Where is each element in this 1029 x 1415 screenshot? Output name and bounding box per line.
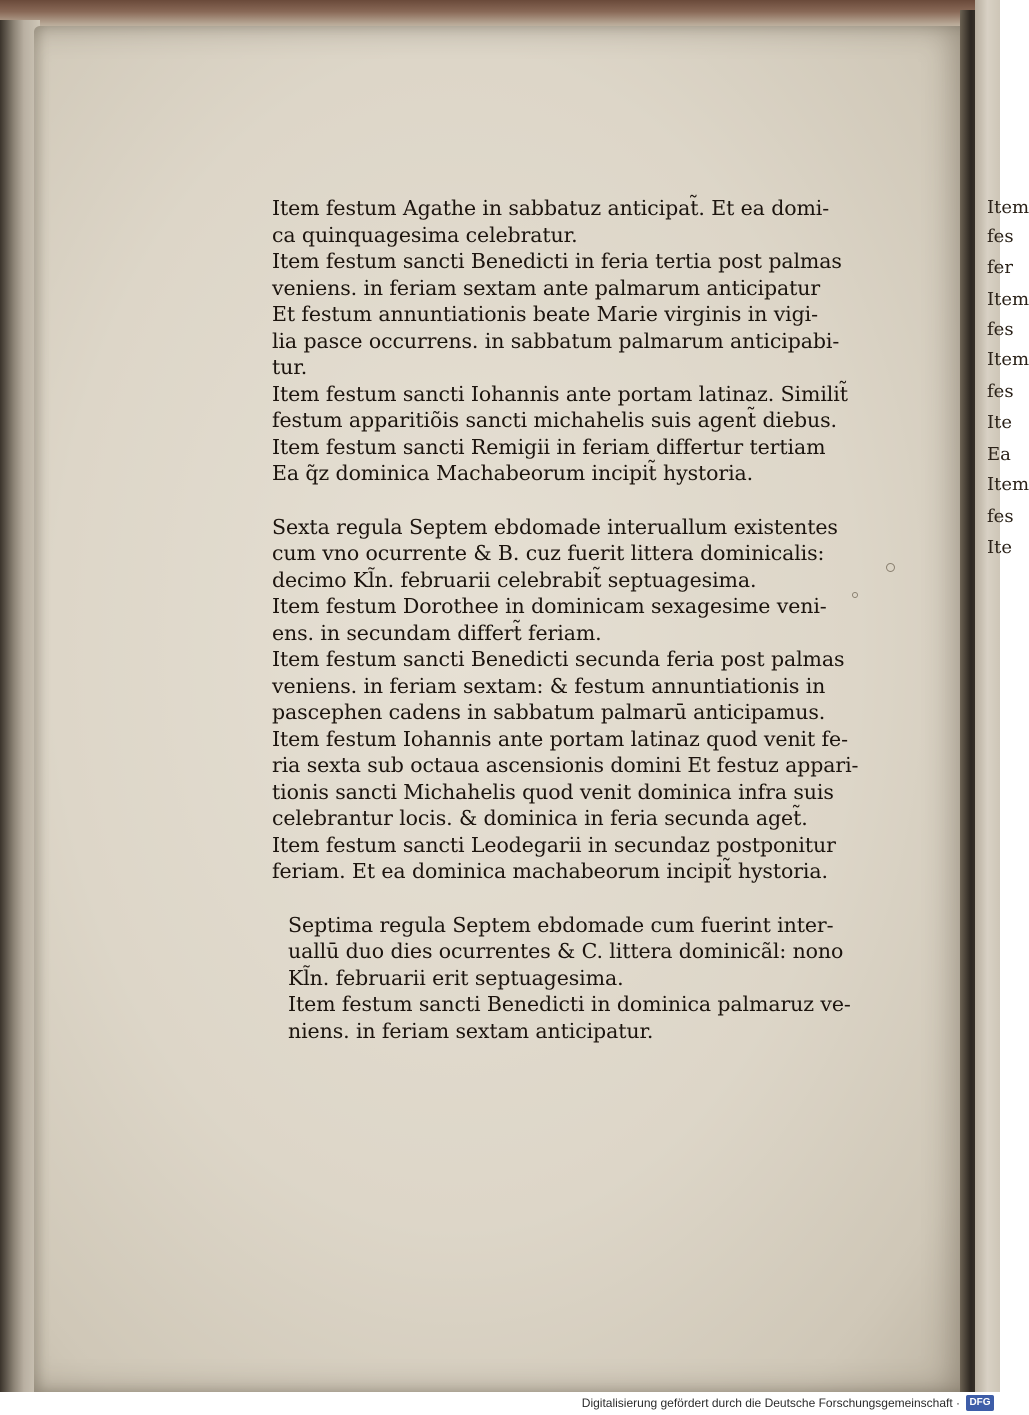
text-line: pascephen cadens in sabbatum palmarū anticipamus.: [272, 700, 826, 724]
text-line: niens. in feriam sextam anticipatur.: [288, 1018, 654, 1043]
text-line: Et festum annuntiationis beate Marie virginis in vigi-: [272, 302, 818, 326]
text-line: Item festum Dorothee in dominicam sexagesime veni-: [272, 594, 827, 618]
text-line: Item festum sancti Iohannis ante portam latinaz. Similit̃: [272, 381, 848, 406]
adjacent-page-text-fragment: Ite: [987, 537, 1012, 558]
text-line: veniens. in feriam sextam ante palmarum anticipatur: [272, 275, 821, 300]
paragraph-3: [272, 912, 872, 1045]
adjacent-page-edge: [975, 0, 1029, 1392]
text-line: Item festum sancti Remigii in feriam differtur tertiam: [272, 434, 826, 459]
text-line: decimo Kl̃n. februarii celebrabit̃ septuagesima.: [272, 567, 757, 592]
adjacent-page-text-fragment: Item: [987, 197, 1029, 218]
adjacent-page-text-fragment: Item: [987, 349, 1029, 370]
adjacent-page-text-fragment: fes: [987, 506, 1014, 527]
text-line: Sexta regula Septem ebdomade interuallum existentes: [272, 514, 838, 539]
text-line: veniens. in feriam sextam: & festum annuntiationis in: [272, 673, 826, 698]
adjacent-page-text-fragment: Item: [987, 289, 1029, 310]
text-line: Ea q̃z dominica Machabeorum incipit̃ hystoria.: [272, 461, 754, 485]
text-line: Item festum Agathe in sabbatuz anticipat̃. Et ea domi-: [272, 196, 830, 220]
paper-blemish: [886, 563, 895, 572]
text-line: Item festum sancti Benedicti in dominica palmaruz ve-: [288, 992, 851, 1016]
text-line: uallū duo dies ocurrentes & C. littera dominicãl: nono: [288, 939, 844, 963]
adjacent-page-text-fragment: Item: [987, 474, 1029, 495]
footer-credit: Digitalisierung gefördert durch die Deutsche Forschungsgemeinschaft ·: [581, 1396, 960, 1410]
text-line: feriam. Et ea dominica machabeorum incipit̃ hystoria.: [272, 859, 828, 883]
text-line: Item festum Iohannis ante portam latinaz quod venit fe-: [272, 726, 848, 751]
paragraph-1: [272, 195, 872, 487]
adjacent-page-text-fragment: fes: [987, 226, 1014, 247]
text-line: Item festum sancti Benedicti in feria tertia post palmas: [272, 249, 842, 273]
text-line: Kl̃n. februarii erit septuagesima.: [288, 965, 624, 990]
text-line: ria sexta sub octaua ascensionis domini Et festuz appari-: [272, 753, 859, 777]
page-text: [272, 195, 872, 1044]
text-line: Item festum sancti Leodegarii in secundaz postponitur: [272, 832, 836, 857]
text-line: Septima regula Septem ebdomade cum fuerint inter-: [288, 912, 834, 937]
text-line: Item festum sancti Benedicti secunda feria post palmas: [272, 647, 845, 671]
text-line: tionis sancti Michahelis quod venit dominica infra suis: [272, 779, 834, 804]
dfg-logo: DFG: [966, 1395, 994, 1411]
adjacent-page-text-fragment: fes: [987, 381, 1014, 402]
paragraph-2: [272, 514, 872, 885]
adjacent-page-text-fragment: fer: [987, 257, 1013, 278]
text-line: ca quinquagesima celebratur.: [272, 222, 578, 247]
text-line: celebrantur locis. & dominica in feria secunda aget̃.: [272, 806, 808, 830]
adjacent-page-text-fragment: Ite: [987, 412, 1012, 433]
text-line: tur.: [272, 355, 308, 379]
text-line: festum apparitiõis sancti michahelis suis agent̃ diebus.: [272, 408, 837, 432]
text-line: ens. in secundam differt̃ feriam.: [272, 620, 602, 645]
text-line: cum vno ocurrente & B. cuz fuerit littera dominicalis:: [272, 541, 825, 565]
adjacent-page-text-fragment: fes: [987, 319, 1014, 340]
footer-bar: [0, 1392, 1000, 1415]
text-line: lia pasce occurrens. in sabbatum palmarum anticipabi-: [272, 328, 840, 353]
adjacent-page-text-fragment: Ea: [987, 444, 1011, 465]
